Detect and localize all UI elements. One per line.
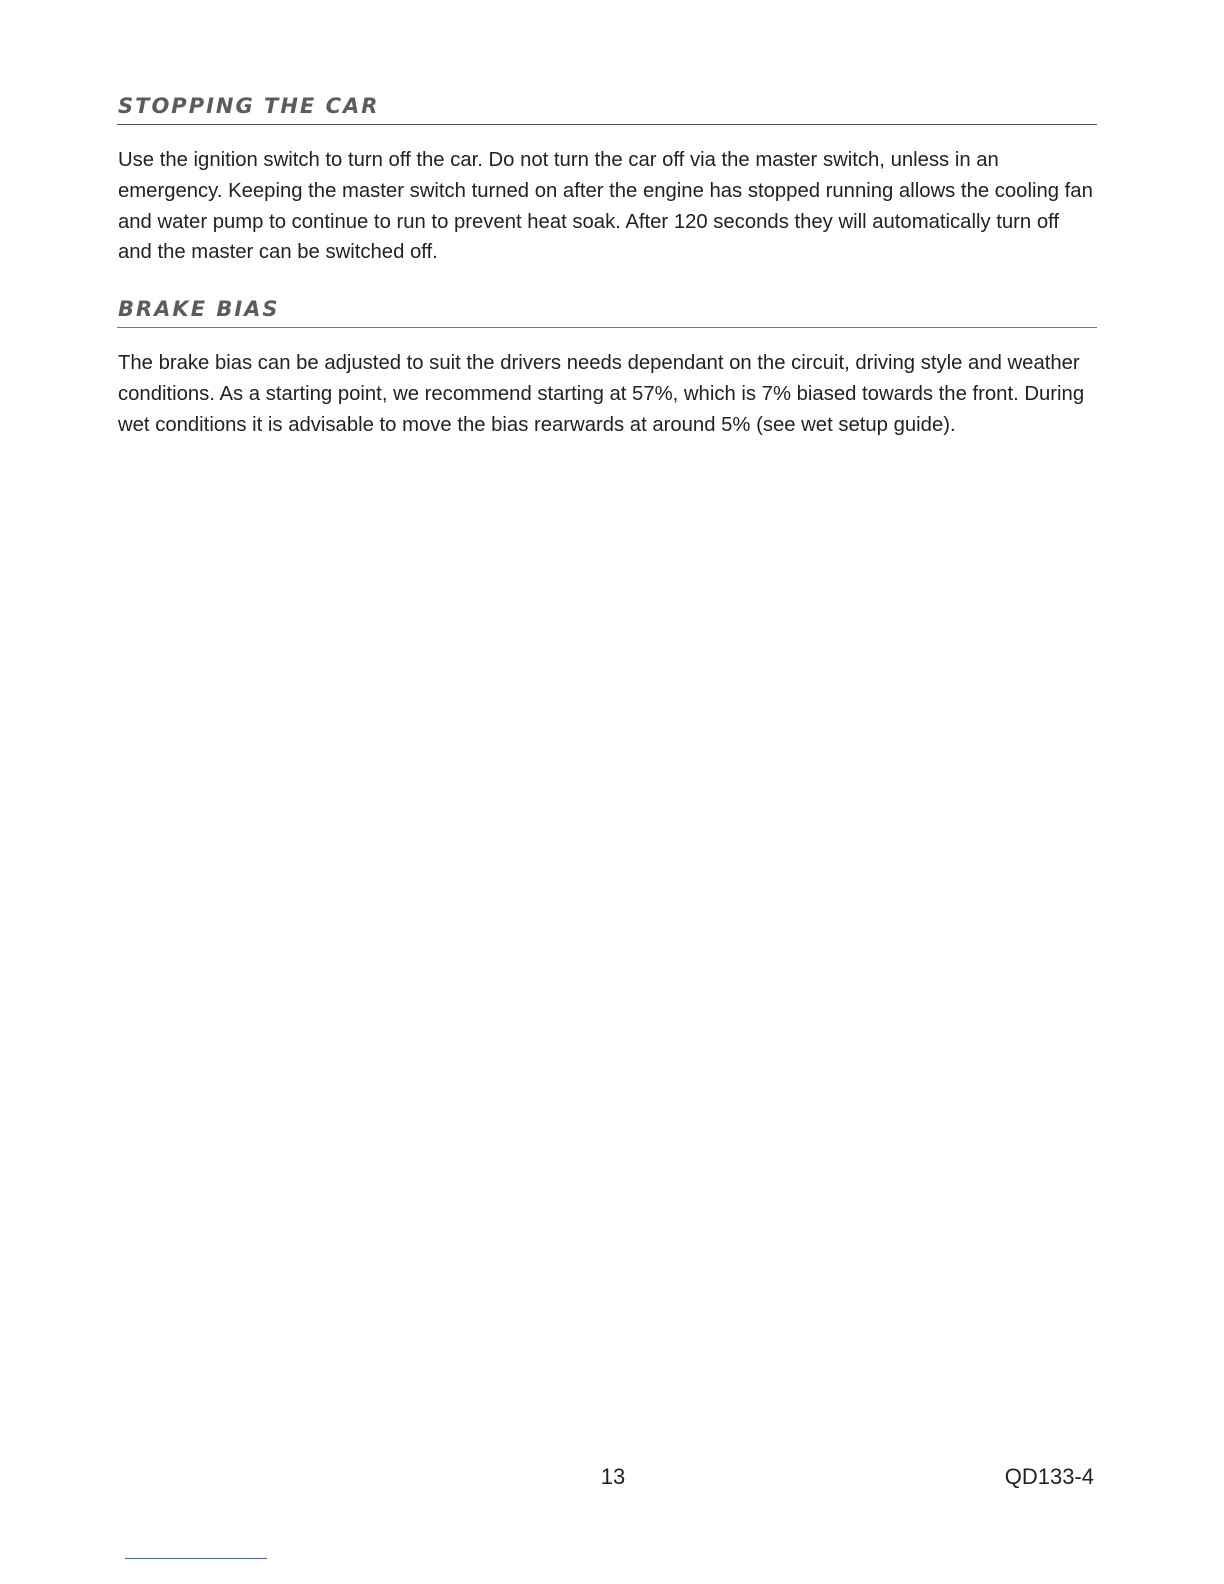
section-heading: BRAKE BIAS bbox=[117, 295, 1097, 328]
section-brake-bias bbox=[117, 295, 1097, 440]
section-body: Use the ignition switch to turn off the car. Do not turn the car off via the master switch, unless in an emergency. Keeping the master switch turned on after the engine has stopped running allows the cooling fan and water pump to continue to run to prevent heat soak. After 120 seconds they will automatically turn off and the master can be switched off. bbox=[118, 149, 1093, 264]
document-code: QD133-4 bbox=[1004, 1464, 1094, 1489]
section-heading: STOPPING THE CAR bbox=[117, 92, 1097, 125]
page-number: 13 bbox=[600, 1464, 626, 1489]
section-body: The brake bias can be adjusted to suit the drivers needs dependant on the circuit, driving style and weather conditions. As a starting point, we recommend starting at 57%, which is 7% biased towards the front. During wet conditions it is advisable to move the bias rearwards at around 5% (see wet setup guide). bbox=[118, 352, 1085, 436]
footnote-divider bbox=[125, 1558, 267, 1559]
section-stopping-the-car bbox=[117, 92, 1097, 268]
